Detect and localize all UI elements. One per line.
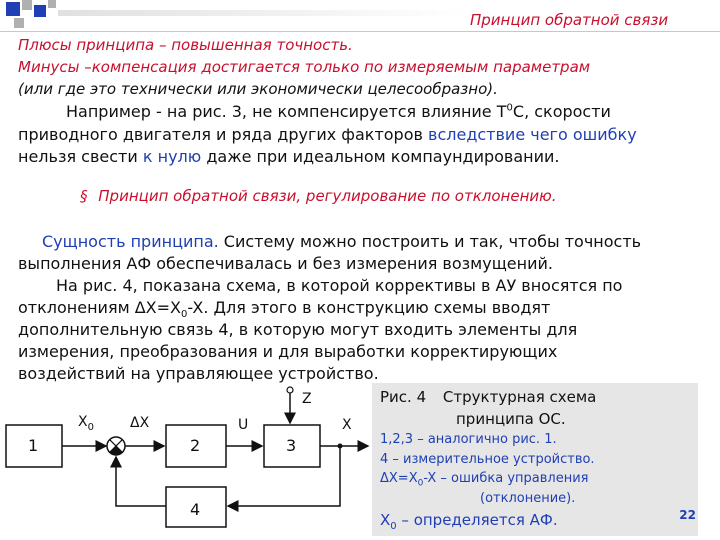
- example-text: нельзя свести: [18, 147, 143, 166]
- header-rule: [0, 31, 720, 32]
- decor-square: [22, 0, 32, 10]
- body-line4: [18, 298, 550, 320]
- figure-caption-line2: принципа ОС.: [456, 410, 566, 428]
- cons-text-line1: Минусы –компенсация достигается только по измеряемым параметрам: [18, 58, 591, 76]
- decor-square: [48, 0, 56, 8]
- body-text: отклонениям ΔX=X: [18, 298, 182, 317]
- dx-label: ΔX: [130, 415, 150, 431]
- block-2-label: 2: [190, 436, 201, 455]
- cons-text-line2: (или где это технически или экономически целесообразно).: [18, 80, 498, 98]
- body-line2: выполнения АФ обеспечивалась и без измерения возмущений.: [18, 254, 553, 273]
- legend-item-3-text-end: -X – ошибка управления: [423, 471, 589, 486]
- section-heading: [80, 187, 557, 205]
- body-sub: 0: [181, 309, 188, 321]
- example-line2: [18, 125, 637, 144]
- legend-item-4: [380, 511, 558, 532]
- body-line5: дополнительную связь 4, в которую могут входить элементы для: [18, 320, 578, 339]
- example-sup: 0: [506, 102, 513, 114]
- figure-caption-number: Рис. 4: [380, 388, 427, 406]
- header-bar: [58, 10, 468, 16]
- example-text: приводного двигателя и ряда других факторов: [18, 125, 429, 144]
- section-bullet: §: [80, 187, 88, 205]
- figure-caption-title: Структурная схема: [442, 388, 597, 406]
- x0-label-sub: 0: [87, 421, 94, 433]
- pros-text: Плюсы принципа – повышенная точность.: [18, 36, 353, 54]
- legend-item-1: 1,2,3 – аналогично рис. 1.: [380, 432, 557, 447]
- example-highlight: к нулю: [142, 147, 202, 166]
- x0-label: [78, 414, 94, 433]
- legend-item-3-text: ΔX=X: [380, 471, 418, 486]
- example-text: даже при идеальном компаундировании.: [201, 147, 560, 166]
- block-4-label: 4: [190, 500, 201, 519]
- example-highlight: вследствие чего ошибку: [428, 125, 637, 144]
- decor-square: [6, 2, 20, 16]
- legend-item-4-text-end: – определяется АФ.: [396, 511, 558, 529]
- block-1-label: 1: [28, 436, 39, 455]
- disturbance-source: [287, 387, 293, 393]
- feedback-return-line: [116, 457, 166, 506]
- x0-label-text: X: [78, 414, 88, 430]
- example-text: Например - на рис. 3, не компенсируется влияние Т: [66, 102, 507, 121]
- decor-square: [14, 18, 24, 28]
- legend-item-4-sub: 0: [390, 521, 397, 532]
- legend-item-3-cont: (отклонение).: [480, 491, 576, 506]
- decor-square: [34, 5, 46, 17]
- body-text: Систему можно построить и так, чтобы точность: [218, 232, 642, 251]
- example-line1: [66, 102, 611, 121]
- body-text: -X. Для этого в конструкцию схемы вводят: [187, 298, 551, 317]
- body-line3: На рис. 4, показана схема, в которой коррективы в АУ вносятся по: [56, 276, 623, 295]
- x-output-label: X: [342, 417, 352, 433]
- z-label: Z: [302, 391, 312, 407]
- body-line7: воздействий на управляющее устройство.: [18, 364, 379, 383]
- example-line3: [18, 147, 560, 166]
- body-highlight: Сущность принципа.: [42, 232, 219, 251]
- legend-item-3: [380, 471, 588, 489]
- page-title: Принцип обратной связи: [470, 11, 669, 29]
- block-3-label: 3: [286, 436, 297, 455]
- legend-item-3-sub: 0: [417, 478, 424, 489]
- block-diagram: [0, 385, 372, 540]
- u-label: U: [238, 417, 249, 433]
- legend-item-2: 4 – измерительное устройство.: [380, 452, 595, 467]
- legend-item-4-text: X: [380, 511, 391, 529]
- example-text-end: С, скорости: [512, 102, 611, 121]
- figure-caption: [380, 388, 596, 406]
- body-line1: [42, 232, 641, 251]
- page-number: 22: [679, 508, 696, 522]
- section-heading-text: Принцип обратной связи, регулирование по отклонению.: [98, 187, 557, 205]
- body-line6: измерения, преобразования и для выработки корректирующих: [18, 342, 558, 361]
